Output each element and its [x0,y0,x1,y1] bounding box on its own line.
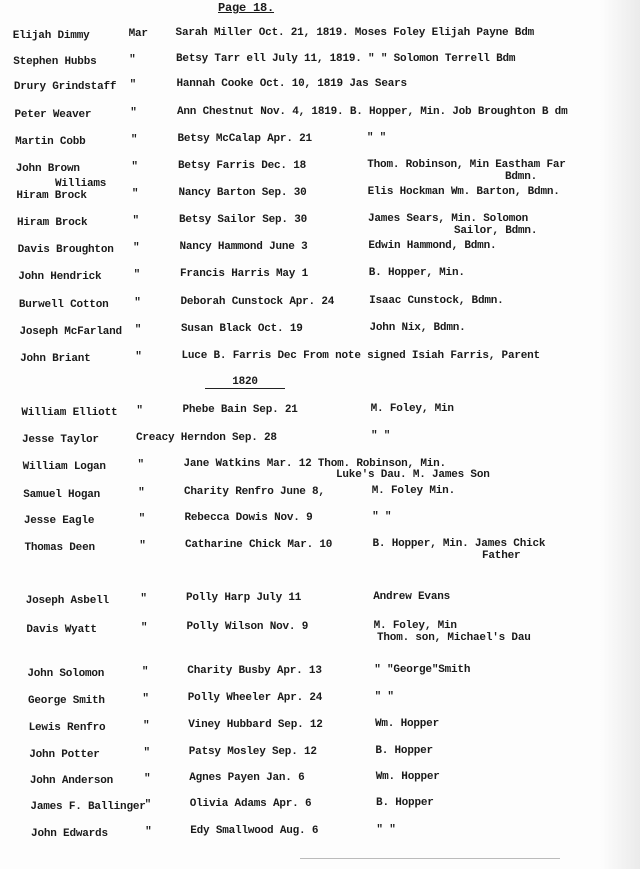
groom-name: George Smith [27,695,105,707]
ditto-mark: " [140,593,147,605]
bride-and-date: Edy Smallwood Aug. 6 [190,825,319,837]
groom-name: John Brown [15,163,80,175]
officiant-bondsman: " " [370,430,391,442]
ditto-mark: Mar [128,28,148,40]
officiant-bondsman: B. Hopper [376,797,434,809]
groom-name: John Potter [29,749,100,761]
ditto-mark: " [134,324,142,336]
bride-and-date: Deborah Cunstock Apr. 24 [180,296,335,308]
scan-edge-shadow [600,0,640,869]
groom-name: Jesse Taylor [21,434,99,446]
ditto-mark: " [133,269,141,281]
officiant-bondsman: James Sears, Min. Solomon [367,213,529,225]
groom-name: Thomas Deen [24,542,95,554]
ditto-mark: " [131,161,138,173]
bride-and-date: Betsy Sailor Sep. 30 [178,214,308,226]
bride-and-date: Polly Wheeler Apr. 24 [187,692,323,704]
groom-name: Hiram Brock [16,217,88,229]
bride-and-date: Luce B. Farris Dec From note signed Isiah Farris, Parent [181,350,540,362]
bride-and-date: Sarah Miller Oct. 21, 1819. Moses Foley Elijah Payne Bdm [175,27,535,39]
groom-name: Davis Wyatt [26,624,97,636]
ditto-mark: " [131,188,139,200]
ditto-mark: " [130,134,138,146]
groom-name: Davis Broughton [17,244,114,256]
ditto-mark: " [140,622,148,634]
record-note: Sailor, Bdmn. [454,225,538,237]
ditto-mark: " [130,107,137,119]
ditto-mark: " [129,79,137,91]
bride-and-date: Nancy Hammond June 3 [179,241,308,253]
officiant-bondsman: " " [374,691,394,703]
ditto-mark: " [144,799,151,811]
bride-and-date: Viney Hubbard Sep. 12 [188,719,323,731]
divider [300,858,560,859]
bride-and-date: Nancy Barton Sep. 30 [178,187,307,199]
groom-name: John Anderson [29,775,114,787]
groom-name: Elijah Dimmy [12,30,90,42]
officiant-bondsman: " " [376,824,396,836]
officiant-bondsman: B. Hopper [375,745,433,757]
groom-name: Peter Weaver [14,109,92,121]
groom-name: Joseph McFarland [19,326,122,338]
officiant-bondsman: Isaac Cunstock, Bdmn. [369,295,504,307]
bride-and-date: Polly Wilson Nov. 9 [186,621,309,633]
bride-and-date: Patsy Mosley Sep. 12 [188,746,317,758]
officiant-bondsman: M. Foley, Min [373,620,457,632]
officiant-bondsman: Thom. Robinson, Min Eastham Far [367,159,566,171]
bride-and-date: Olivia Adams Apr. 6 [189,798,312,810]
ditto-mark: " [138,487,145,499]
bride-and-date: Betsy Farris Dec. 18 [178,160,307,172]
bride-and-date: Susan Black Oct. 19 [181,323,303,335]
officiant-bondsman: Wm. Hopper [374,718,439,730]
ditto-mark: " [135,351,142,363]
groom-name: James F. Ballinger [30,801,146,813]
record-note: Luke's Dau. M. James Son [336,469,490,481]
ditto-mark: " [141,666,149,678]
bride-and-date: Charity Renfro June 8, [184,486,325,498]
bride-and-date: Jane Watkins Mar. 12 Thom. Robinson, Min. [183,458,446,470]
bride-and-date: Hannah Cooke Oct. 10, 1819 Jas Sears [176,78,407,90]
ditto-mark: " [132,215,139,227]
groom-name: William Elliott [21,407,118,419]
ditto-mark: " [142,720,150,732]
groom-name: John Solomon [27,668,105,680]
groom-name: Joseph Asbell [25,595,109,607]
record-note: Thom. son, Michael's Dau [377,632,531,644]
officiant-bondsman: M. Foley, Min [370,403,454,415]
ditto-mark: " [137,459,144,471]
ditto-mark: " [142,693,149,705]
groom-name: Samuel Hogan [23,489,101,501]
officiant-bondsman: Andrew Evans [373,591,451,603]
groom-name: John Briant [20,353,91,365]
section-heading-1820: 1820 [205,376,285,389]
officiant-bondsman: John Nix, Bdmn. [369,322,466,334]
officiant-bondsman: B. Hopper, Min. James Chick [372,538,546,550]
ditto-mark: " [136,405,143,417]
officiant-bondsman: Elis Hockman Wm. Barton, Bdmn. [367,186,560,198]
groom-name-correction: Williams [55,178,107,190]
bride-and-date: Creacy Herndon Sep. 28 [136,432,277,444]
officiant-bondsman: Wm. Hopper [375,771,440,783]
bride-and-date: Betsy Tarr ell July 11, 1819. " " Solomon Terrell Bdm [176,53,516,65]
groom-name: Hiram Brock [16,190,87,202]
groom-name: Jesse Eagle [23,515,95,527]
officiant-bondsman: " " [372,511,392,523]
officiant-bondsman: M. Foley Min. [371,485,455,497]
officiant-bondsman: " " [366,132,387,144]
officiant-bondsman: B. Hopper, Min. [368,267,465,279]
ditto-mark: " [143,747,150,759]
ditto-mark: " [139,540,146,552]
groom-name: Martin Cobb [15,136,86,148]
groom-name: Stephen Hubbs [13,56,97,68]
ditto-mark: " [138,513,146,525]
bride-and-date: Polly Harp July 11 [185,592,302,604]
officiant-bondsman: " "George"Smith [374,664,471,676]
bride-and-date: Phebe Bain Sep. 21 [182,404,298,416]
bride-and-date: Agnes Payen Jan. 6 [189,772,305,784]
officiant-bondsman: Edwin Hammond, Bdmn. [368,240,497,252]
bride-and-date: Betsy McCalap Apr. 21 [177,133,312,145]
ditto-mark: " [133,242,140,254]
record-note: Bdmn. [505,171,538,183]
ditto-mark: " [129,54,136,66]
groom-name: Burwell Cotton [18,299,109,311]
groom-name: William Logan [22,461,106,473]
ditto-mark: " [144,773,151,785]
groom-name: John Edwards [31,828,108,840]
groom-name: Drury Grindstaff [13,81,117,93]
page-title: Page 18. [218,1,275,15]
bride-and-date: Catharine Chick Mar. 10 [184,539,333,551]
groom-name: Lewis Renfro [28,722,106,734]
bride-and-date: Francis Harris May 1 [179,268,309,280]
record-note: Father [482,550,521,562]
ditto-mark: " [134,297,141,309]
ditto-mark: " [145,826,152,838]
bride-and-date: Charity Busby Apr. 13 [187,665,322,677]
groom-name: John Hendrick [18,271,102,283]
bride-and-date: Rebecca Dowis Nov. 9 [184,512,313,524]
bride-and-date: Ann Chestnut Nov. 4, 1819. B. Hopper, Min. Job Broughton B dm [177,106,568,118]
